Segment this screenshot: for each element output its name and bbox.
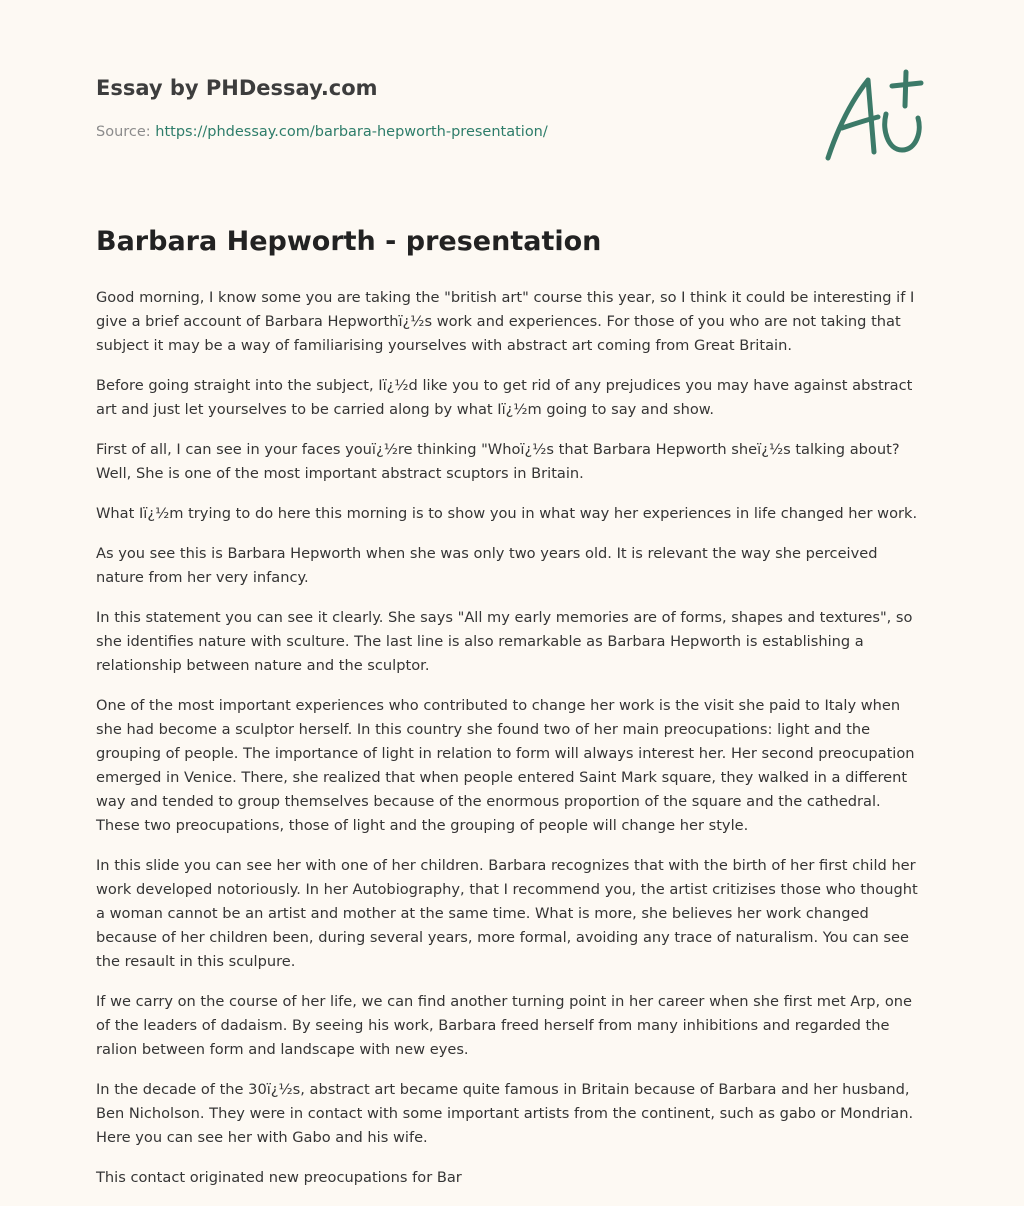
source-line <box>96 124 548 140</box>
essay-paragraph: As you see this is Barbara Hepworth when she was only two years old. It is relevant the way she perceived nature from her very infancy. <box>96 545 878 586</box>
essay-paragraph: In this slide you can see her with one of her children. Barbara recognizes that with the birth of her first child her work developed notoriously. In her Autobiography, that I recommend you, the artist critizises those who thought a woman cannot be an artist and mother at the same time. What is more, she believes her work changed because of her children been, during several years, more formal, avoiding any trace of naturalism. You can see the resault in this sculpure. <box>96 857 918 970</box>
source-link[interactable]: https://phdessay.com/barbara-hepworth-presentation/ <box>155 124 548 140</box>
essay-paragraph: One of the most important experiences who contributed to change her work is the visit she paid to Italy when she had become a sculptor herself. In this country she found two of her main preocupations: light and the grouping of people. The importance of light in relation to form will always interest her. Her second preocupation emerged in Venice. There, she realized that when people entered Saint Mark square, they walked in a different way and tended to group themselves because of the enormous proportion of the square and the cathedral. These two preocupations, those of light and the grouping of people will change her style. <box>96 697 915 834</box>
essay-paragraph: Good morning, I know some you are taking the "british art" course this year, so I think it could be interesting if I give a brief account of Barbara Hepworthï¿½s work and experiences. For those of you who are not taking that subject it may be a way of familiarising yourselves with abstract art coming from Great Britain. <box>96 289 915 354</box>
essay-paragraph: In the decade of the 30ï¿½s, abstract art became quite famous in Britain because of Barbara and her husband, Ben Nicholson. They were in contact with some important artists from the continent, such as gabo or Mondrian. Here you can see her with Gabo and his wife. <box>96 1081 914 1146</box>
essay-paragraph: What Iï¿½m trying to do here this morning is to show you in what way her experiences in life changed her work. <box>96 505 918 522</box>
essay-paragraph: In this statement you can see it clearly. She says "All my early memories are of forms, shapes and textures", so she identifies nature with sculture. The last line is also remarkable as Barbara Hepworth is establishing a relationship between nature and the sculptor. <box>96 609 913 674</box>
source-label: Source: <box>96 124 156 140</box>
essay-paragraph: Before going straight into the subject, Iï¿½d like you to get rid of any prejudices you may have against abstract art and just let yourselves to be carried along by what Iï¿½m going to say and show. <box>96 377 913 418</box>
essay-paragraph: If we carry on the course of her life, we can find another turning point in her career when she first met Arp, one of the leaders of dadaism. By seeing his work, Barbara freed herself from many inhibitions and regarded the ralion between form and landscape with new eyes. <box>96 993 912 1058</box>
essay-paragraph: This contact originated new preocupations for Bar <box>96 1169 462 1186</box>
essay-paragraph: First of all, I can see in your faces youï¿½re thinking "Whoï¿½s that Barbara Hepworth sheï¿½s talking about? Well, She is one of the most important abstract scuptors in Britain. <box>96 441 900 482</box>
a-plus-logo-icon <box>818 66 928 166</box>
essay-body <box>96 286 928 1206</box>
site-title: Essay by PHDessay.com <box>96 76 378 100</box>
essay-title: Barbara Hepworth - presentation <box>96 226 602 257</box>
